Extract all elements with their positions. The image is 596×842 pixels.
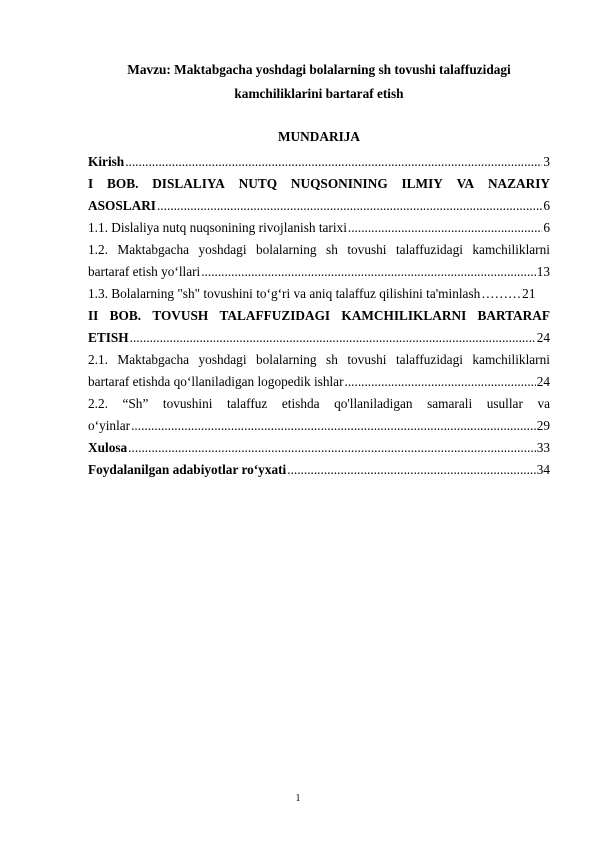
toc-word: BOB. — [109, 308, 142, 323]
toc-word: Maktabgacha — [117, 352, 190, 367]
toc-entry-line — [88, 305, 550, 327]
toc-word: usullar — [486, 396, 523, 411]
toc-entry-line — [88, 349, 550, 371]
toc-entry-1-3[interactable] — [88, 283, 550, 305]
toc-word: tovushi — [347, 242, 387, 257]
toc-entry-label: bartaraf etish yo‘llari — [88, 264, 201, 279]
toc-word: 2.1. — [88, 352, 108, 367]
title-line-1: Mavzu: Maktabgacha yoshdagi bolalarning sh tovushi talaffuzidagi — [127, 62, 511, 77]
toc-leader-dots — [201, 261, 535, 283]
title-line-2: kamchiliklarini bartaraf etish — [234, 86, 404, 101]
toc-entry-label: Xulosa — [88, 440, 128, 455]
toc-word: sh — [326, 352, 338, 367]
toc-entry-chapter-2[interactable] — [88, 305, 550, 349]
toc-word: II — [88, 308, 99, 323]
toc-page-number: 33 — [536, 440, 550, 455]
toc-word: TALAFFUZIDAGI — [219, 308, 331, 323]
toc-entry-chapter-1[interactable] — [88, 173, 550, 217]
toc-word: NAZARIY — [487, 176, 550, 191]
toc-entry-kirish[interactable] — [88, 151, 550, 173]
toc-entry-1-2[interactable] — [88, 239, 550, 283]
toc-entry-label: bartaraf etishda qo‘llaniladigan logopedik ishlar — [88, 374, 344, 389]
toc-word: “Sh” — [122, 396, 149, 411]
page-number: 1 — [295, 793, 301, 804]
toc-word: ILMIY — [401, 176, 443, 191]
toc-word: NUQSONINING — [290, 176, 388, 191]
toc-word: yoshdagi — [198, 352, 247, 367]
toc-page-number: 6 — [543, 220, 550, 235]
toc-page-number: 29 — [536, 418, 550, 433]
toc-leader-dots — [345, 371, 536, 393]
toc-entry-line — [88, 239, 550, 261]
toc-entry-label: 1.1. Dislaliya nutq nuqsonining rivojlanish tarixi — [88, 220, 347, 235]
toc-word: NUTQ — [238, 176, 278, 191]
toc-entry-2-2[interactable] — [88, 393, 550, 437]
toc-entry-label: 1.3. Bolalarning "sh" tovushini to‘g‘ri va aniq talaffuz qilishini ta'minlash — [88, 286, 481, 301]
toc-word: I — [88, 176, 94, 191]
toc-word: sh — [326, 242, 338, 257]
toc-word: talaffuzidagi — [395, 352, 463, 367]
toc-word: VA — [456, 176, 475, 191]
toc-page-number: 21 — [522, 286, 536, 301]
table-of-contents — [88, 151, 550, 481]
document-title — [88, 58, 550, 106]
toc-leader-dots: ……… — [481, 286, 522, 301]
toc-word: samarali — [427, 396, 473, 411]
toc-page-number: 24 — [536, 374, 550, 389]
toc-word: talaffuzidagi — [395, 242, 463, 257]
toc-leader-dots — [348, 217, 542, 239]
toc-leader-dots — [130, 327, 536, 349]
toc-leader-dots — [287, 459, 535, 481]
toc-word: etishda — [281, 396, 320, 411]
toc-word: TOVUSH — [152, 308, 209, 323]
toc-entry-adabiyotlar[interactable] — [88, 459, 550, 481]
toc-word: BOB. — [106, 176, 139, 191]
toc-word: tovushi — [347, 352, 387, 367]
toc-leader-dots — [128, 437, 536, 459]
toc-word: talaffuz — [226, 396, 268, 411]
toc-word: 2.2. — [88, 396, 108, 411]
toc-entry-xulosa[interactable] — [88, 437, 550, 459]
toc-word: kamchiliklarni — [472, 242, 550, 257]
toc-entry-label: Kirish — [88, 154, 125, 169]
toc-entry-line — [88, 173, 550, 195]
toc-page-number: 3 — [543, 154, 550, 169]
toc-word: qo'llaniladigan — [334, 396, 413, 411]
toc-word: va — [537, 396, 550, 411]
toc-entry-label: ASOSLARI — [88, 198, 156, 213]
toc-page-number: 6 — [543, 198, 550, 213]
toc-word: 1.2. — [88, 242, 108, 257]
toc-word: bolalarning — [256, 352, 317, 367]
toc-word: KAMCHILIKLARNI — [341, 308, 467, 323]
toc-page-number: 13 — [536, 264, 550, 279]
toc-entry-label: o‘yinlar — [88, 418, 131, 433]
toc-word: Maktabgacha — [117, 242, 190, 257]
toc-heading: MUNDARIJA — [278, 129, 360, 144]
toc-word: BARTARAF — [477, 308, 550, 323]
toc-entry-label: Foydalanilgan adabiyotlar ro‘yxati — [88, 462, 287, 477]
toc-entry-label: ETISH — [88, 330, 129, 345]
toc-page-number: 34 — [536, 462, 550, 477]
toc-word: tovushini — [162, 396, 213, 411]
toc-word: yoshdagi — [198, 242, 247, 257]
toc-page-number: 24 — [536, 330, 550, 345]
toc-leader-dots — [157, 195, 542, 217]
toc-word: kamchiliklarni — [472, 352, 550, 367]
toc-leader-dots — [125, 151, 542, 173]
toc-leader-dots — [131, 415, 536, 437]
toc-entry-2-1[interactable] — [88, 349, 550, 393]
toc-word: DISLALIYA — [152, 176, 225, 191]
toc-entry-1-1[interactable] — [88, 217, 550, 239]
toc-word: bolalarning — [256, 242, 317, 257]
toc-entry-line — [88, 393, 550, 415]
